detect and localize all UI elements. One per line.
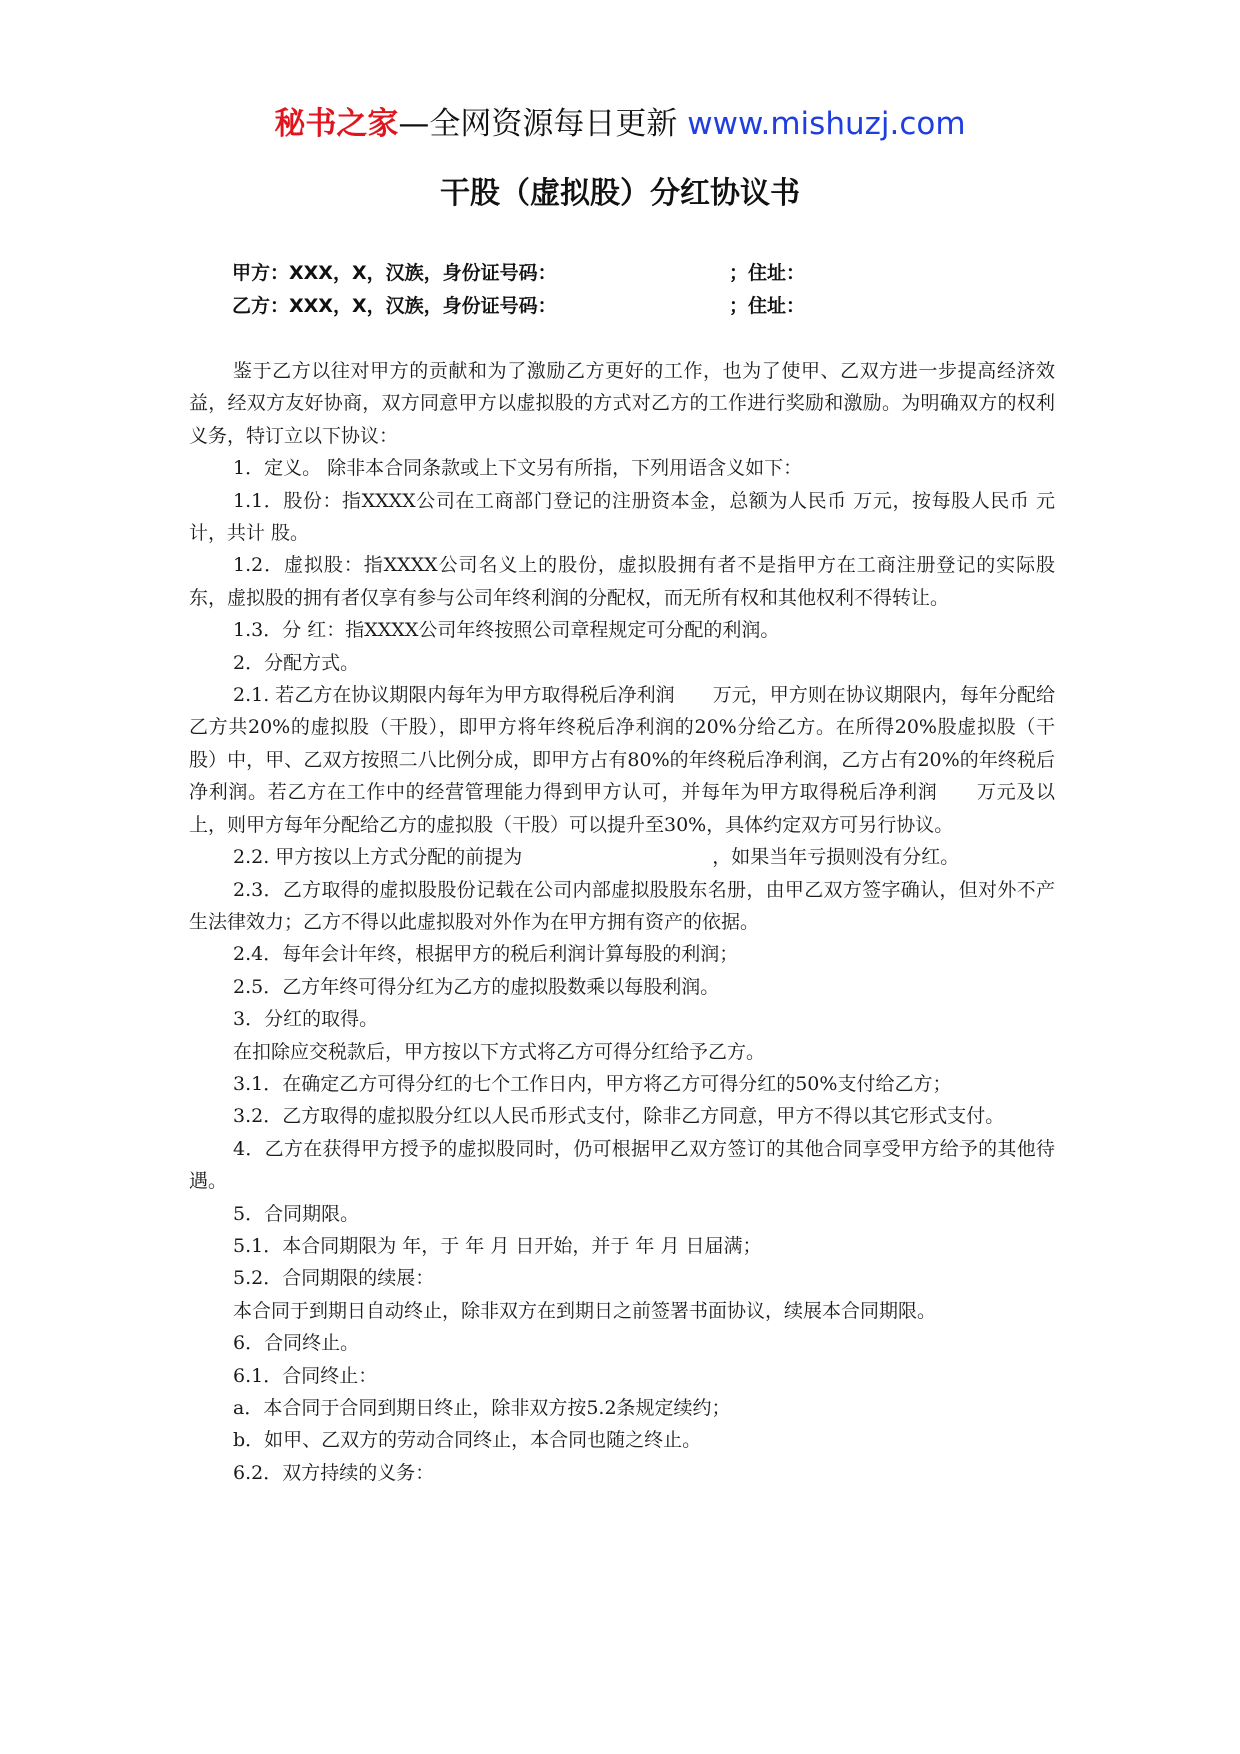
site-url-link[interactable]: www.mishuzj.com	[687, 106, 966, 142]
paragraph: 2.5．乙方年终可得分红为乙方的虚拟股数乘以每股利润。	[233, 975, 720, 998]
banner-tagline: —全网资源每日更新	[398, 106, 678, 142]
paragraph: 2.2. 甲方按以上方式分配的前提为 ，如果当年亏损则没有分红。	[233, 846, 960, 869]
paragraph: 2.1. 若乙方在协议期限内每年为甲方取得税后净利润 万元，甲方则在协议期限内，每年分配给乙方共20%的虚拟股（干股），即甲方将年终税后净利润的20%分给乙方。在所得20%股虚拟股（干股）中，甲、乙双方按照二八比例分成，即甲方占有80%的年终税后净利润，乙方占有20%的年终税后净利润。若乙方在工作中的经营管理能力得到甲方认可，并每年为甲方取得税后净利润 万元及以上，则甲方每年分配给乙方的虚拟股（干股）可以提升至30%，具体约定双方可另行协议。	[189, 684, 1055, 836]
paragraph: 6.2．双方持续的义务：	[233, 1461, 435, 1484]
paragraph: 1.1．股份：指XXXX公司在工商部门登记的注册资本金，总额为人民币 万元，按每股人民币 元计，共计 股。	[189, 489, 1055, 545]
party-b-address-label: ；住址：	[729, 295, 806, 317]
paragraph: 1．定义。 除非本合同条款或上下文另有所指，下列用语含义如下：	[233, 457, 803, 480]
party-b-line	[232, 291, 806, 318]
paragraph: 2.4．每年会计年终，根据甲方的税后利润计算每股的利润；	[233, 943, 739, 966]
paragraph: b．如甲、乙双方的劳动合同终止，本合同也随之终止。	[233, 1429, 702, 1452]
paragraph: 本合同于到期日自动终止，除非双方在到期日之前签署书面协议，续展本合同期限。	[233, 1299, 937, 1322]
paragraph: 4．乙方在获得甲方授予的虚拟股同时，仍可根据甲乙双方签订的其他合同享受甲方给予的其他待遇。	[189, 1137, 1055, 1193]
paragraph: 1.2．虚拟股：指XXXX公司名义上的股份，虚拟股拥有者不是指甲方在工商注册登记的实际股东，虚拟股的拥有者仅享有参与公司年终利润的分配权，而无所有权和其他权利不得转让。	[189, 554, 1055, 609]
paragraph: 5.2．合同期限的续展：	[233, 1267, 435, 1290]
paragraph: a．本合同于合同到期日终止，除非双方按5.2条规定续约；	[233, 1397, 731, 1419]
paragraph: 鉴于乙方以往对甲方的贡献和为了激励乙方更好的工作，也为了使甲、乙双方进一步提高经济效益，经双方友好协商，双方同意甲方以虚拟股的方式对乙方的工作进行奖励和激励。为明确双方的权利义务，特订立以下协议：	[189, 360, 1055, 447]
party-a-label: 甲方：XXX，X，汉族，身份证号码：	[232, 262, 557, 284]
paragraph: 6．合同终止。	[233, 1332, 360, 1355]
agreement-body	[189, 355, 1055, 1489]
paragraph: 5.1．本合同期限为 年，于 年 月 日开始，并于 年 月 日届满；	[233, 1234, 762, 1257]
paragraph: 1.3．分 红：指XXXX公司年终按照公司章程规定可分配的利润。	[233, 619, 780, 642]
paragraph: 5．合同期限。	[233, 1202, 360, 1225]
paragraph: 在扣除应交税款后，甲方按以下方式将乙方可得分红给予乙方。	[233, 1040, 766, 1063]
page-title: 干股（虚拟股）分红协议书	[440, 176, 800, 211]
site-banner	[0, 98, 1240, 143]
party-b-label: 乙方：XXX，X，汉族，身份证号码：	[232, 295, 557, 317]
paragraph: 2．分配方式。	[233, 651, 360, 674]
paragraph: 2.3．乙方取得的虚拟股股份记载在公司内部虚拟股股东名册，由甲乙双方签字确认，但对外不产生法律效力；乙方不得以此虚拟股对外作为在甲方拥有资产的依据。	[189, 878, 1055, 933]
party-a-address-label: ；住址：	[729, 262, 806, 284]
paragraph: 3.2．乙方取得的虚拟股分红以人民币形式支付，除非乙方同意，甲方不得以其它形式支付。	[233, 1105, 1005, 1128]
paragraph: 3.1．在确定乙方可得分红的七个工作日内，甲方将乙方可得分红的50%支付给乙方；	[233, 1072, 952, 1095]
party-a-line	[232, 258, 806, 285]
paragraph: 3．分红的取得。	[233, 1008, 379, 1031]
brand-name: 秘书之家	[274, 106, 399, 142]
paragraph: 6.1．合同终止：	[233, 1364, 378, 1387]
